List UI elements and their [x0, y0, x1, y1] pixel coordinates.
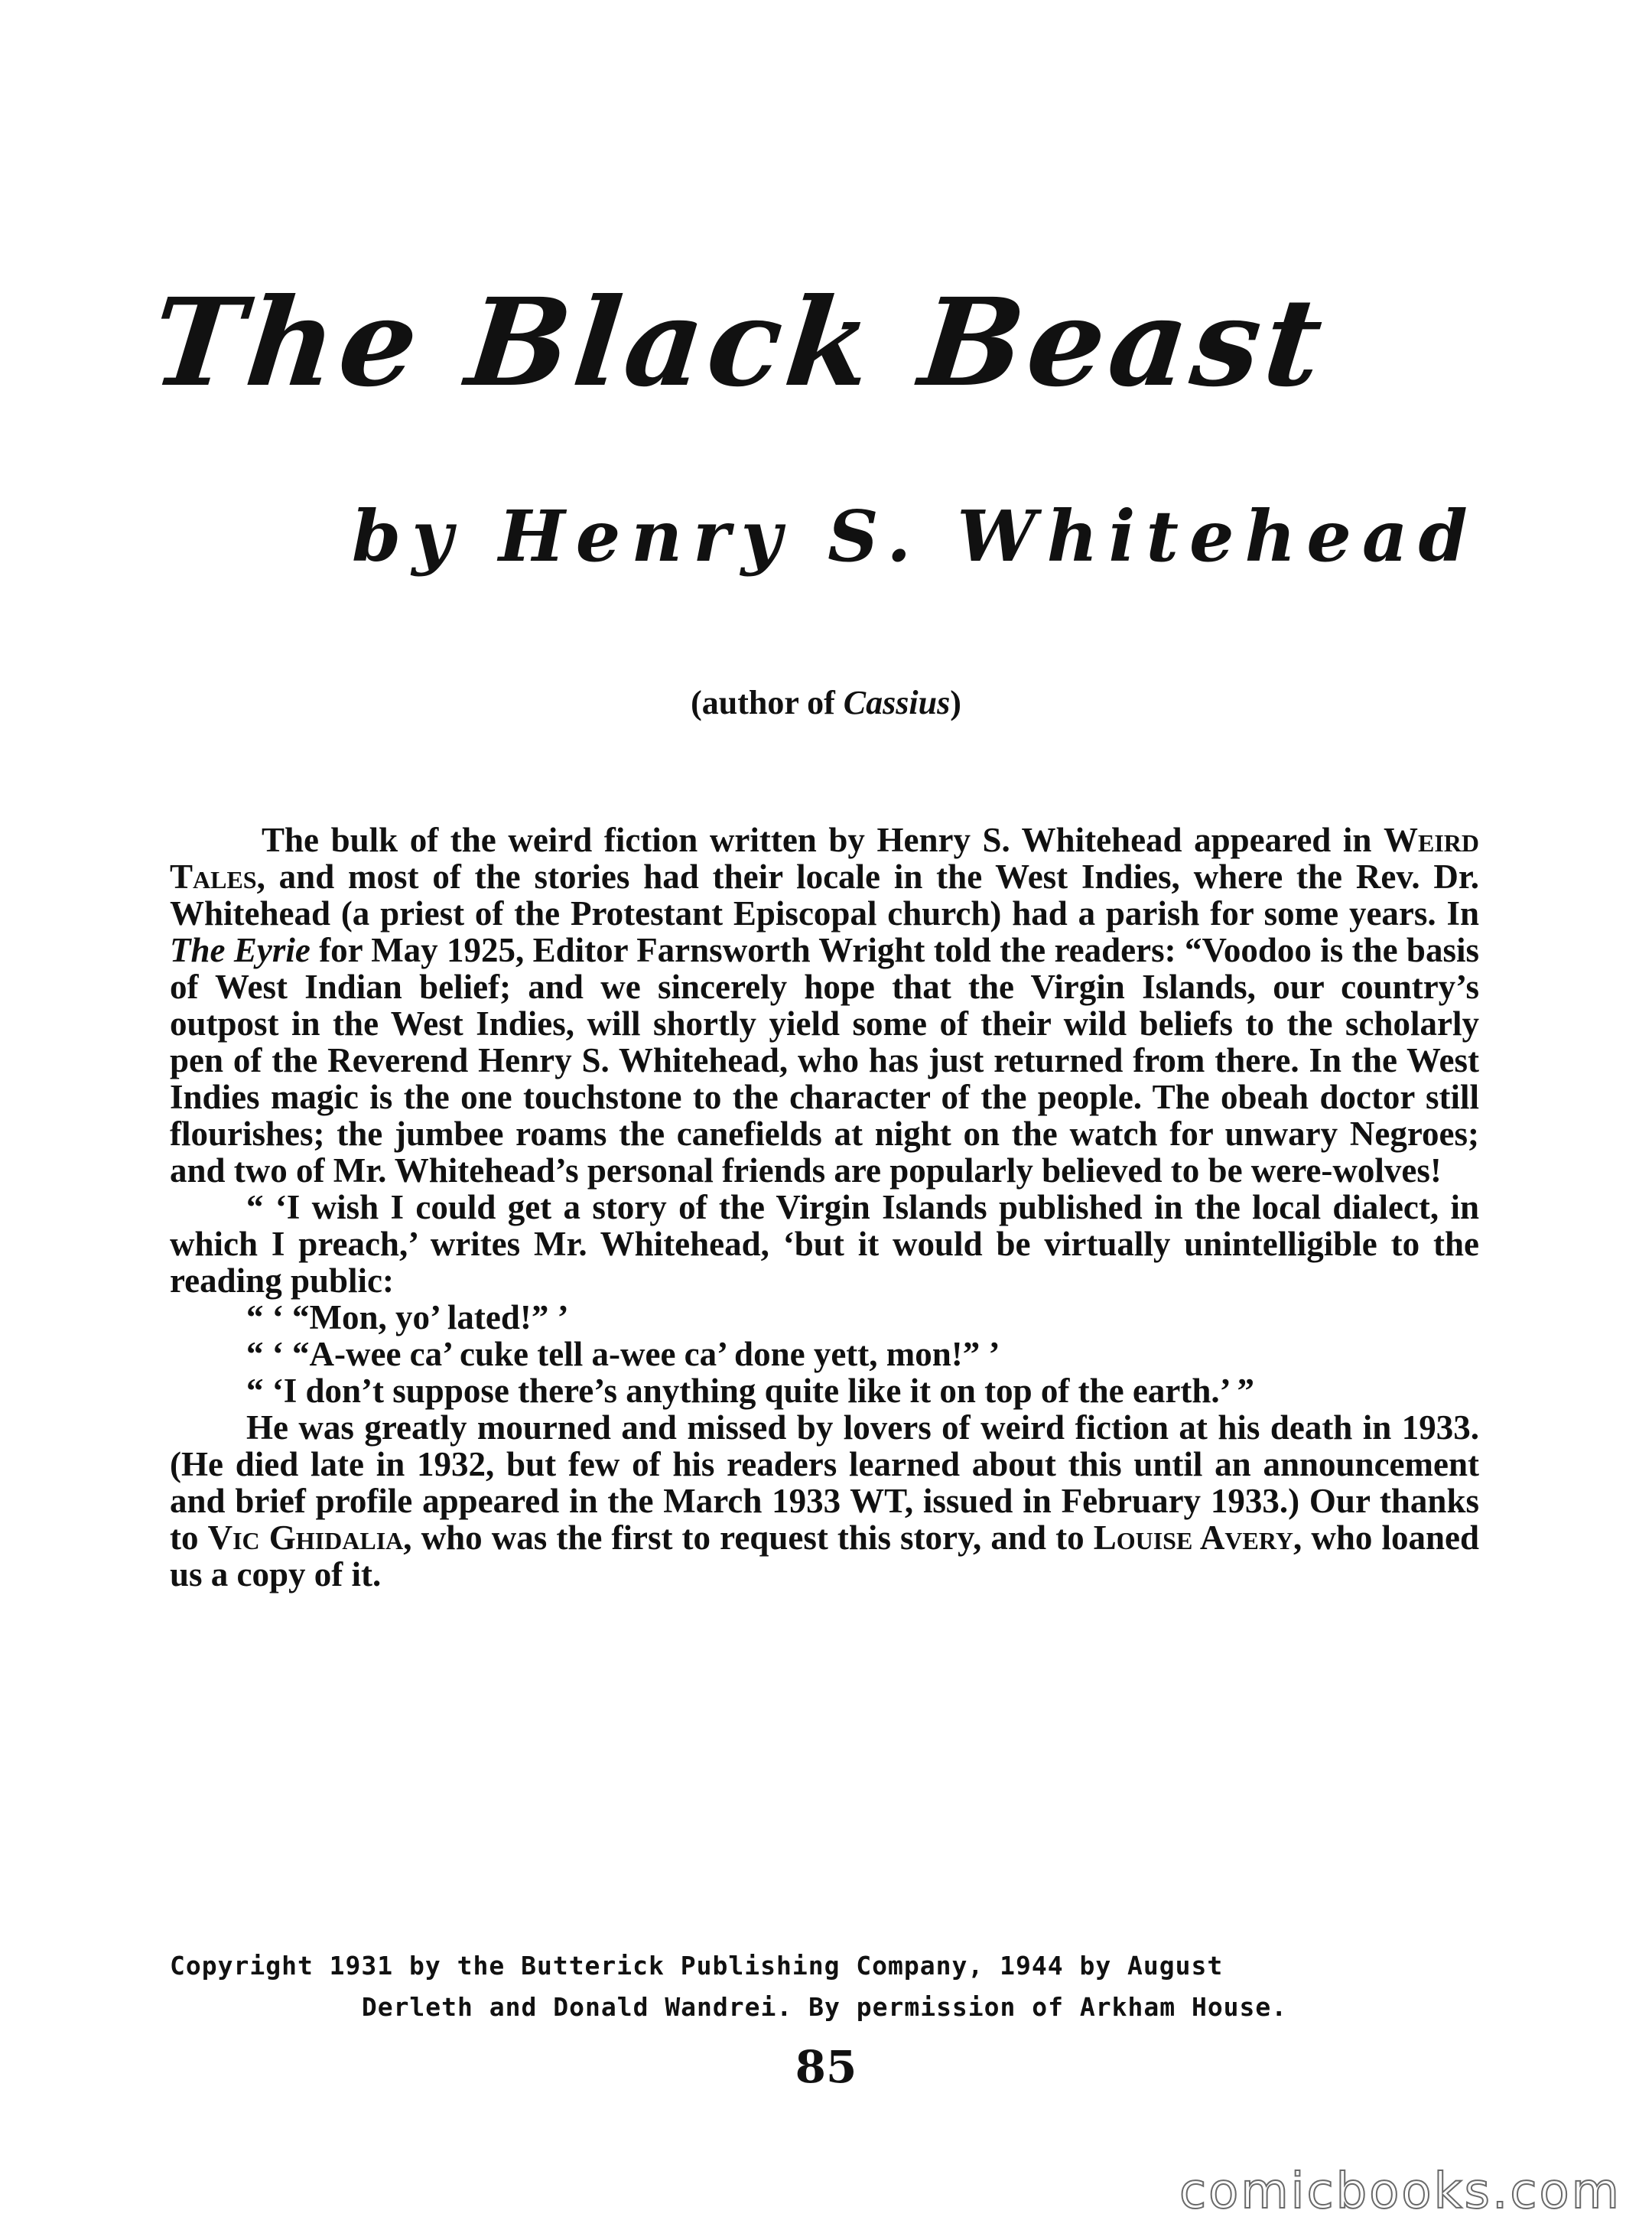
- editorial-intro: [170, 822, 1479, 1593]
- intro-paragraph-2: “ ‘I wish I could get a story of the Virgin Islands published in the local dialect, in which I preach,’ writes Mr. Whitehead, ‘but it would be virtually unintelligible to the reading public:: [170, 1188, 1479, 1300]
- intro-paragraph-6: [170, 1409, 1479, 1593]
- intro-paragraph-1: [170, 822, 1479, 1189]
- p1-text-a: The bulk of the weird fiction written by Henry S. Whitehead appeared in: [262, 821, 1384, 859]
- copyright-notice: [170, 1945, 1479, 2028]
- p6-text-a: He was greatly mourned and missed by lovers of weird fiction at his death in 1933. (He died late in 1932, but few of his readers learned about this until an announcement and brief profile appeared in the March 1933 WT, issued in February 1933.) Our thanks to: [170, 1408, 1479, 1557]
- intro-paragraph-5: “ ‘I don’t suppose there’s anything quite like it on top of the earth.’ ”: [246, 1372, 1254, 1410]
- author-of-note: [0, 683, 1652, 722]
- magazine-name: Weird Tales: [170, 821, 1479, 896]
- dialect-quote-2: “ ‘ “A-wee ca’ cuke tell a-wee ca’ done yett, mon!” ’: [246, 1335, 1000, 1373]
- site-watermark: comicbooks.com: [1179, 2163, 1621, 2220]
- author-of-prefix: (author of: [691, 684, 844, 721]
- p6-text-c: , who loaned us a copy of it.: [170, 1519, 1480, 1593]
- author-of-work: Cassius: [843, 684, 951, 721]
- dialect-quote-1: “ ‘ “Mon, yo’ lated!” ’: [246, 1298, 569, 1336]
- p6-text-b: , who was the first to request this story, and to: [403, 1519, 1094, 1557]
- column-name: The Eyrie: [170, 931, 311, 969]
- copyright-line-1: Copyright 1931 by the Butterick Publishing Company, 1944 by August: [170, 1951, 1224, 1981]
- thanks-name-1: Vic Ghidalia: [207, 1519, 404, 1557]
- p1-text-b: , and most of the stories had their locale in the West Indies, where the Rev. Dr. Whitehead (a priest of the Protestant Episcopal church) had a parish for some years. In: [170, 858, 1479, 933]
- thanks-name-2: Louise Avery: [1093, 1519, 1293, 1557]
- story-title: The Black Beast: [145, 272, 1333, 414]
- copyright-line-2: Derleth and Donald Wandrei. By permission of Arkham House.: [361, 1992, 1288, 2022]
- author-byline: by Henry S. Whitehead: [352, 495, 1478, 578]
- p1-text-c: for May 1925, Editor Farnsworth Wright told the readers: “Voodoo is the basis of West Indian belief; and we sincerely hope that the Virgin Islands, our country’s outpost in the West Indies, will shortly yield some of their wild beliefs to the scholarly pen of the Reverend Henry S. Whitehead, who has just returned from there. In the West Indies magic is the one touchstone to the character of the people. The obeah doctor still flourishes; the jumbee roams the canefields at night on the watch for unwary Negroes; and two of Mr. Whitehead’s personal friends are popularly believed to be were-wolves!: [170, 931, 1479, 1190]
- page-number: 85: [795, 2041, 857, 2093]
- author-of-suffix: ): [950, 684, 961, 721]
